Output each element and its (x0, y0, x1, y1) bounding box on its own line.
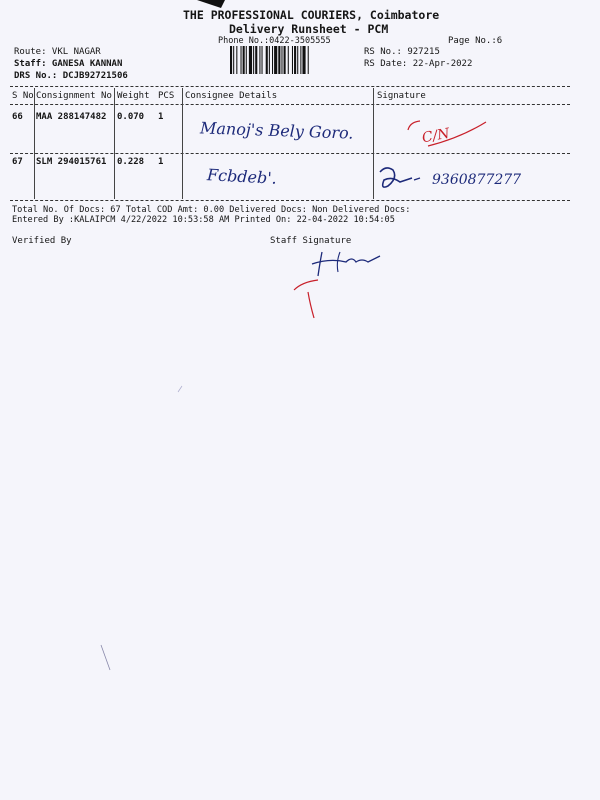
company-name: THE PROFESSIONAL COURIERS, Coimbatore (183, 8, 440, 22)
row-pcs: 1 (158, 112, 164, 122)
header-weight: Weight (117, 91, 150, 101)
totals-line: Total No. Of Docs: 67 Total COD Amt: 0.00 Delivered Docs: Non Delivered Docs: (12, 205, 411, 215)
verified-by-label: Verified By (12, 236, 72, 246)
column-divider (34, 88, 35, 199)
row-weight: 0.228 (117, 157, 145, 167)
document-title: Delivery Runsheet - PCM (229, 22, 389, 36)
handwritten-phone: 9360877277 (432, 172, 522, 188)
row-consignment: MAA 288147482 (36, 112, 107, 122)
row-pcs: 1 (158, 157, 164, 167)
row-weight: 0.070 (117, 112, 145, 122)
table-top-rule (10, 86, 570, 87)
drs-number: DRS No.: DCJB92721506 (14, 71, 128, 81)
table-header-rule (10, 104, 570, 105)
handwritten-consignee-1: Manoj's Bely Goro. (199, 118, 354, 143)
handwritten-consignee-2: Fcbdeb'. (206, 165, 278, 188)
entered-printed-line: Entered By :KALAIPCM 4/22/2022 10:53:58 AM Printed On: 22-04-2022 10:54:05 (12, 215, 395, 225)
barcode (230, 46, 355, 74)
phone-number: Phone No.:0422-3505555 (218, 36, 331, 46)
header-consignment: Consignment No (36, 91, 112, 101)
row-sno: 67 (12, 157, 23, 167)
table-row-rule (10, 153, 570, 154)
header-consignee: Consignee Details (185, 91, 278, 101)
rs-date: RS Date: 22-Apr-2022 (364, 59, 473, 69)
staff-name: Staff: GANESA KANNAN (14, 59, 123, 69)
column-divider (373, 88, 374, 199)
column-divider (182, 88, 183, 199)
row-sno: 66 (12, 112, 23, 122)
staff-signature-label: Staff Signature (270, 236, 352, 246)
header-sno: S No (12, 91, 34, 101)
rs-number: RS No.: 927215 (364, 47, 440, 57)
page-number: Page No.:6 (448, 36, 503, 46)
header-pcs: PCS (158, 91, 175, 101)
table-bottom-rule (10, 200, 570, 201)
route: Route: VKL NAGAR (14, 47, 101, 57)
header-signature: Signature (377, 91, 426, 101)
row-consignment: SLM 294015761 (36, 157, 107, 167)
column-divider (114, 88, 115, 199)
handwritten-signature-1: C/N (420, 125, 451, 147)
corner-mark (197, 0, 225, 8)
